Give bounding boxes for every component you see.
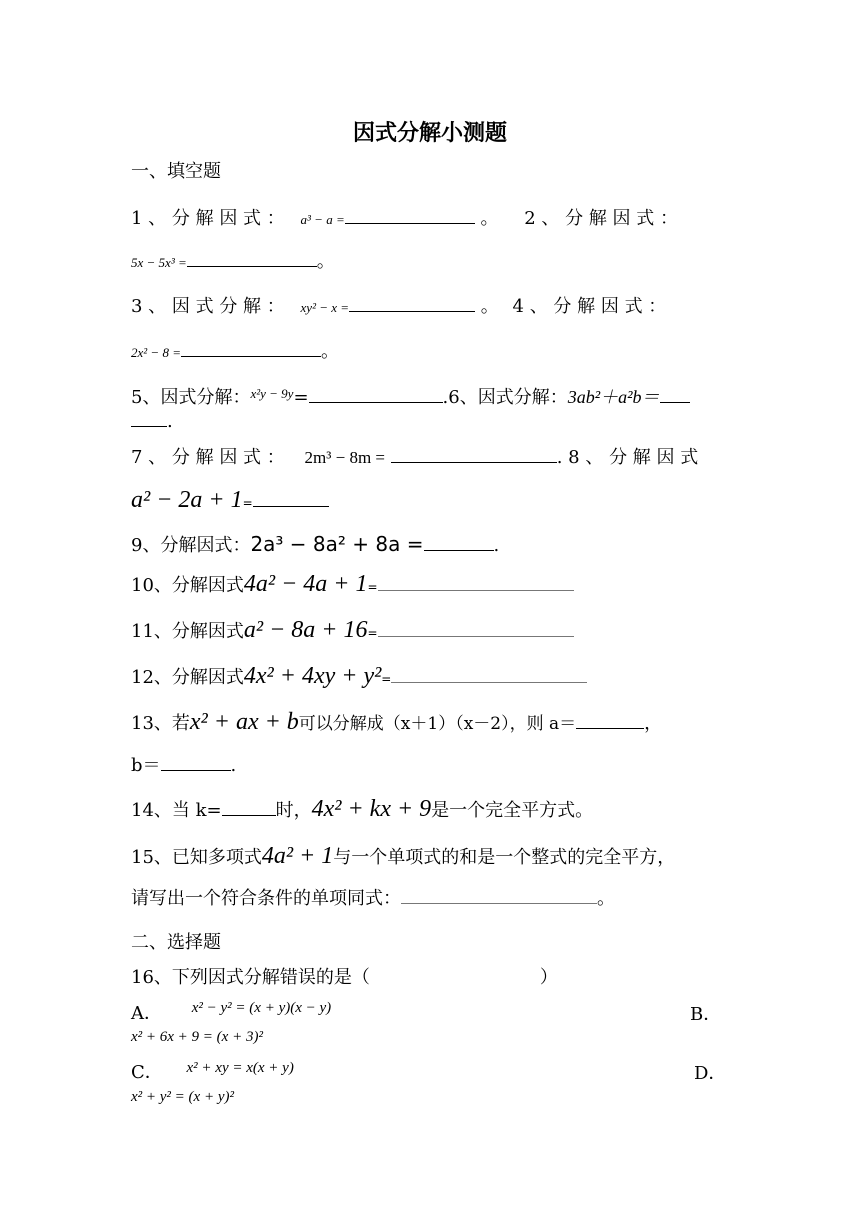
q1-answer-blank[interactable] [345, 207, 475, 224]
q2-expression: 5x − 5x³ = [131, 255, 187, 270]
q4-answer-blank[interactable] [181, 340, 321, 357]
question-7 [131, 446, 698, 470]
option-a[interactable] [131, 996, 331, 1026]
q15-answer-blank[interactable] [401, 887, 597, 904]
question-10 [131, 572, 574, 599]
q1-suffix: 。 [480, 208, 499, 229]
q10-answer-blank[interactable] [378, 574, 574, 591]
option-d-expression: x² + y² = (x + y)² [131, 1089, 234, 1105]
q9-prefix: 9、分解因式： [131, 535, 251, 556]
q5-equals: = [293, 387, 309, 408]
q16-stem: 16、下列因式分解错误的是（ [131, 967, 370, 988]
q11-answer-blank[interactable] [378, 620, 574, 637]
option-a-expression: x² − y² = (x + y)(x − y) [191, 1000, 332, 1016]
option-d[interactable] [694, 1059, 726, 1085]
q3-answer-blank[interactable] [349, 295, 475, 312]
q13-b-end: . [230, 755, 237, 776]
q13-prefix: 13、若 [131, 713, 190, 734]
q4-expression: 2x² − 8 = [131, 345, 181, 360]
q6-answer-blank-continued[interactable] [131, 410, 167, 427]
q3-prefix: 3 、 因 式 分 解 ： [131, 296, 285, 317]
option-b[interactable] [690, 1000, 721, 1026]
option-b-expression: x² + 6x + 9 = (x + 3)² [131, 1029, 263, 1045]
q6-expression: 3ab²＋a²b＝ [567, 387, 660, 407]
question-13 [131, 710, 662, 736]
question-15 [131, 844, 675, 870]
q10-equals: = [367, 580, 378, 594]
q7-expression: 2m³ − 8m = [304, 448, 385, 467]
question-15-line2 [131, 887, 615, 911]
q12-answer-blank[interactable] [391, 666, 587, 683]
option-c-expression: x² + xy = x(x + y) [186, 1060, 294, 1076]
q5-prefix: 5、因式分解： [131, 387, 251, 408]
q6-prefix: .6、因式分解： [442, 387, 568, 408]
q15-mid: 与一个单项式的和是一个整式的完全平方， [333, 847, 676, 868]
q15-expression: 4a² + 1 [261, 843, 334, 869]
option-d-expression-line [131, 1084, 234, 1109]
q4-suffix: 。 [320, 341, 339, 362]
q1-prefix: 1 、 分 解 因 式 ： [131, 208, 285, 229]
q9-answer-blank[interactable] [424, 534, 494, 551]
q4-prefix: 4 、 分 解 因 式 ： [512, 296, 667, 317]
question-2 [131, 250, 335, 275]
question-8 [131, 488, 329, 515]
section-choice-heading: 二、选择题 [131, 932, 221, 953]
q13-b-blank[interactable] [161, 754, 231, 771]
q2-suffix: 。 [316, 251, 335, 272]
q11-prefix: 11、分解因式 [131, 621, 244, 642]
q13-a-blank[interactable] [576, 712, 644, 729]
question-14 [131, 797, 593, 823]
q10-prefix: 10、分解因式 [131, 575, 244, 596]
section-fill-in-heading: 一、填空题 [131, 161, 221, 182]
option-b-expression-line [131, 1024, 263, 1049]
q8-expression: a² − 2a + 1 [131, 487, 243, 513]
q1-expression: a³ − a = [300, 212, 345, 227]
q13-expression: x² + ax + b [189, 709, 299, 735]
q12-equals: = [381, 672, 392, 686]
q13-text: 可以分解成（x＋1）（x－2），则 a＝ [298, 714, 577, 734]
option-b-label: B． [690, 1004, 722, 1025]
question-5 [131, 382, 690, 410]
question-1 [131, 207, 678, 232]
page-title: 因式分解小测题 [352, 121, 507, 146]
q6-answer-blank[interactable] [660, 386, 690, 403]
q2-prefix: 2 、 分 解 因 式 ： [524, 208, 678, 229]
question-13-b [131, 754, 236, 778]
q9-end: . [493, 535, 500, 556]
q14-answer-blank[interactable] [222, 799, 276, 816]
q14-end: 是一个完全平方式。 [431, 800, 594, 821]
q15-prefix: 15、已知多项式 [131, 847, 262, 868]
q5-answer-blank[interactable] [309, 386, 443, 403]
q16-close: ） [539, 967, 558, 988]
q10-expression: 4a² − 4a + 1 [243, 571, 368, 597]
q14-expression: 4x² + kx + 9 [311, 796, 432, 822]
q7-prefix: 7 、 分 解 因 式 ： [131, 447, 285, 468]
question-9 [131, 532, 499, 558]
q8-equals: = [242, 496, 253, 510]
q15-end: 。 [597, 888, 615, 909]
q6-end: . [167, 411, 173, 432]
q9-expression: 2a³ − 8a² + 8a = [250, 532, 424, 556]
q13-b-label: b＝ [131, 755, 161, 776]
option-c-label: C． [131, 1062, 163, 1083]
q15-line2: 请写出一个符合条件的单项同式： [131, 888, 401, 909]
question-4 [131, 340, 339, 365]
q14-mid: 时， [275, 800, 312, 821]
question-16 [131, 966, 558, 990]
q5-expression: x²y − 9y [250, 386, 294, 401]
q8-prefix: . 8 、 分 解 因 式 [556, 447, 699, 468]
q3-suffix: 。 [480, 296, 499, 317]
q11-equals: = [367, 626, 378, 640]
q11-expression: a² − 8a + 16 [243, 617, 368, 643]
option-a-label: A． [131, 1003, 162, 1024]
q7-answer-blank[interactable] [391, 446, 557, 463]
q13-end: ， [644, 713, 663, 734]
q12-prefix: 12、分解因式 [131, 667, 244, 688]
question-6-continued [131, 410, 173, 434]
question-11 [131, 618, 574, 645]
option-c[interactable] [131, 1056, 294, 1085]
option-d-label: D． [694, 1063, 727, 1084]
q12-expression: 4x² + 4xy + y² [243, 663, 382, 689]
q8-answer-blank[interactable] [253, 490, 329, 507]
q3-expression: xy² − x = [300, 300, 350, 315]
q2-answer-blank[interactable] [187, 250, 317, 267]
q14-prefix: 14、当 k= [131, 800, 222, 821]
question-3 [131, 295, 666, 320]
question-12 [131, 664, 587, 691]
